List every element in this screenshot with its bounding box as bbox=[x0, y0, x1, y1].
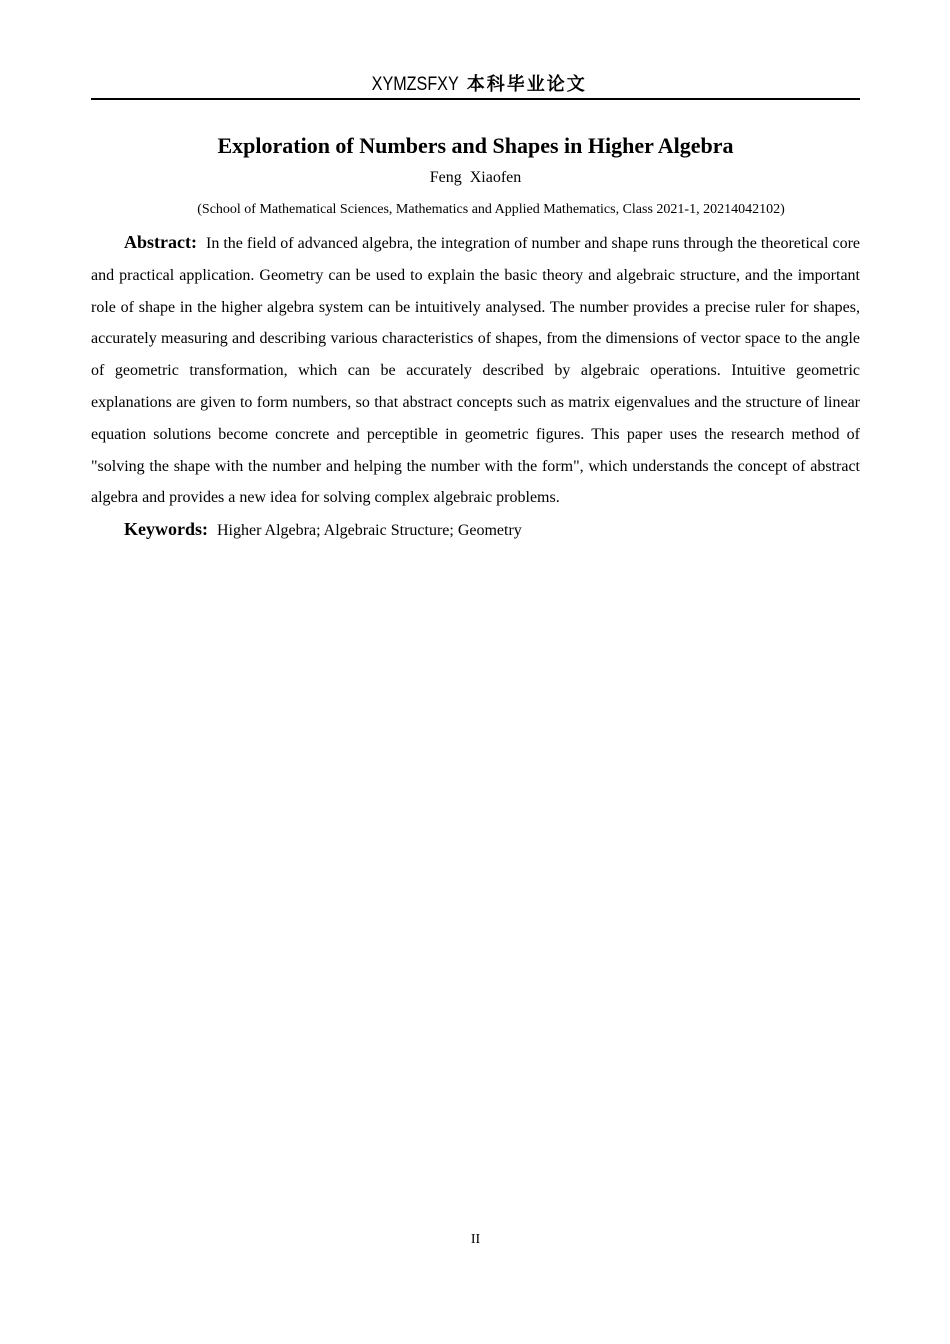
abstract-paragraph bbox=[91, 227, 860, 514]
abstract-label: Abstract: bbox=[124, 232, 197, 252]
author-name: Feng Xiaofen bbox=[429, 169, 522, 186]
running-header bbox=[91, 70, 860, 99]
running-header-thesis-label: 本科毕业论文 bbox=[466, 74, 587, 95]
abstract-text: In the field of advanced algebra, the integration of number and shape runs through the theoretical core and practical application. Geometry can be used to explain the basic theory and algebraic structure, and the important role of shape in the higher algebra system can be intuitively analysed. The number provides a precise ruler for shapes, accurately measuring and describing various characteristics of shapes, from the dimensions of vector space to the angle of geometric transformation, which can be accurately described by algebraic operations. Intuitive geometric explanations are given to form numbers, so that abstract concepts such as matrix eigenvalues and the structure of linear equation solutions become concrete and perceptible in geometric figures. This paper uses the research method of "solving the shape with the number and helping the number with the form", which understands the concept of abstract algebra and provides a new idea for solving complex algebraic problems. bbox=[91, 235, 860, 507]
author-affiliation: (School of Mathematical Sciences, Mathematics and Applied Mathematics, Class 2021-1, 20214042102) bbox=[197, 202, 785, 217]
running-header-school-code: XYMZSFXY bbox=[371, 74, 460, 95]
keywords-text: Higher Algebra; Algebraic Structure; Geometry bbox=[217, 522, 522, 539]
keywords-paragraph bbox=[91, 515, 860, 545]
header-divider bbox=[91, 98, 860, 100]
paper-title: Exploration of Numbers and Shapes in Higher Algebra bbox=[217, 133, 734, 158]
keywords-label: Keywords: bbox=[124, 519, 208, 539]
page-number: II bbox=[470, 1232, 481, 1247]
